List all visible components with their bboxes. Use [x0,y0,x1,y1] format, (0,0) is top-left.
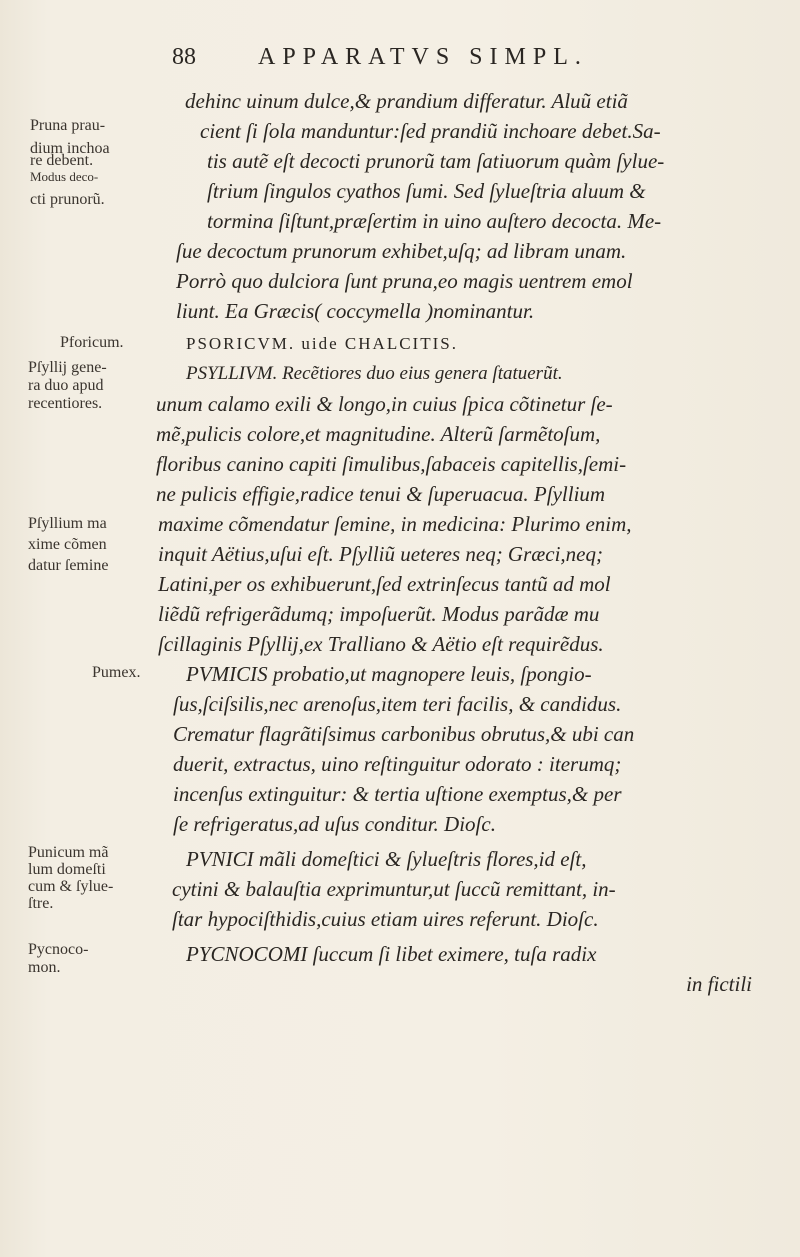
text-line: Crematur flagrãtiſsimus carbonibus obrutus,& ubi can [173,722,635,746]
text-line: ne pulicis effigie,radice tenui & ſuperuacua. Pſyllium [156,482,606,506]
text-line: liẽdũ refrigerãdumq; impoſuerũt. Modus parãdæ mu [158,602,600,626]
margin-note-pruna [30,116,200,208]
text-line: inquit Aëtius,uſui eſt. Pſylliũ ueteres neq; Græci,neq; [158,542,603,566]
text-line: incenſus extinguitur: & tertia uſtione exemptus,& per [173,782,622,806]
page-number: 88 [172,44,196,70]
running-head [172,44,772,84]
margin-note-line: dium inchoa [30,140,110,157]
text-line: ſus,ſciſsilis,nec arenoſus,item teri facilis, & candidus. [173,692,622,716]
text-line: Latini,per os exhibuerunt,ſed extrinſecus tantũ ad mol [158,572,611,596]
margin-note-line: datur ſemine [28,557,109,574]
margin-note-line: ſtre. [28,895,54,912]
text-line: liunt. Ea Græcis( coccymella )nominantur. [176,299,535,323]
margin-note-pumex: Pumex. [92,664,141,681]
margin-note-line: cti prunorũ. [30,191,105,208]
margin-note-line: Pſyllij gene- [28,359,107,376]
margin-note-line: Pſyllium ma [28,515,107,532]
margin-note-line: cum & ſylue- [28,878,114,895]
text-line: cient ſi ſola manduntur:ſed prandiũ inchoare debet.Sa- [200,119,661,143]
margin-note-pfyllij [28,359,158,413]
margin-note-punicum [28,844,168,912]
margin-note-pycnocomon [28,941,158,977]
text-line: tis autẽ eſt decocti prunorũ tam ſatiuorum quàm ſylue- [207,149,665,173]
margin-note-line: re debent. [30,152,94,169]
text-row [0,296,800,332]
text-line: PYCNOCOMI ſuccum ſi libet eximere, tuſa radix [186,942,597,966]
text-line: PSYLLIVM. Recẽtiores duo eius genera ſtatuerũt. [186,363,563,384]
margin-note-line: ra duo apud [28,377,104,394]
text-line: tormina ſiſtunt,præſertim in uino auſtero decocta. Me- [207,209,662,233]
text-line: PSORICVM. uide CHALCITIS. [186,334,458,353]
text-line: ſue decoctum prunorum exhibet,uſq; ad libram unam. [176,239,627,263]
text-line: duerit, extractus, uino reſtinguitur odorato : iterumq; [173,752,622,776]
text-line: maxime cõmendatur ſemine, in medicina: Plurimo enim, [158,512,632,536]
margin-note-line: Pycnoco- [28,941,89,958]
text-line: PVMICIS probatio,ut magnopere leuis, ſpongio- [186,662,592,686]
text-line: in fictili [686,972,752,996]
margin-note-line: lum domeſti [28,861,106,878]
margin-note-line: Modus deco- [30,169,99,184]
margin-note-line: mon. [28,959,61,976]
text-line: floribus canino capiti ſimulibus,ſabaceis capitellis,ſemi- [156,452,627,476]
running-title: APPARATVS SIMPL. [258,44,588,70]
text-row [0,809,800,845]
text-line: PVNICI mãli domeſtici & ſylueſtris flores,id eſt, [186,847,587,871]
text-line: Porrò quo dulciora ſunt pruna,eo magis uentrem emol [176,269,633,293]
margin-note-pfyllium [28,513,158,576]
text-line: dehinc uinum dulce,& prandium differatur. Aluũ etiã [185,89,628,113]
margin-note-line: Pruna prau- [30,117,106,134]
margin-note-line: recentiores. [28,395,103,412]
margin-note-line: xime cõmen [28,536,107,553]
text-line: mẽ,pulicis colore,et magnitudine. Alterũ ſarmẽtoſum, [156,422,601,446]
margin-note-pforicum: Pforicum. [60,334,124,351]
text-line: ſtar hypociſthidis,cuius etiam uires referunt. Dioſc. [172,907,599,931]
text-line: unum calamo exili & longo,in cuius ſpica cõtinetur ſe- [156,392,613,416]
margin-note-line: Punicum mã [28,844,109,861]
text-line: cytini & balauſtia exprimuntur,ut ſuccũ remittant, in- [172,877,616,901]
text-line: ſe refrigeratus,ad uſus conditur. Dioſc. [173,812,496,836]
text-line: ſtrium ſingulos cyathos ſumi. Sed ſylueſtria aluum & [207,179,646,203]
text-line: ſcillaginis Pſyllij,ex Tralliano & Aëtio eſt requirẽdus. [158,632,604,656]
